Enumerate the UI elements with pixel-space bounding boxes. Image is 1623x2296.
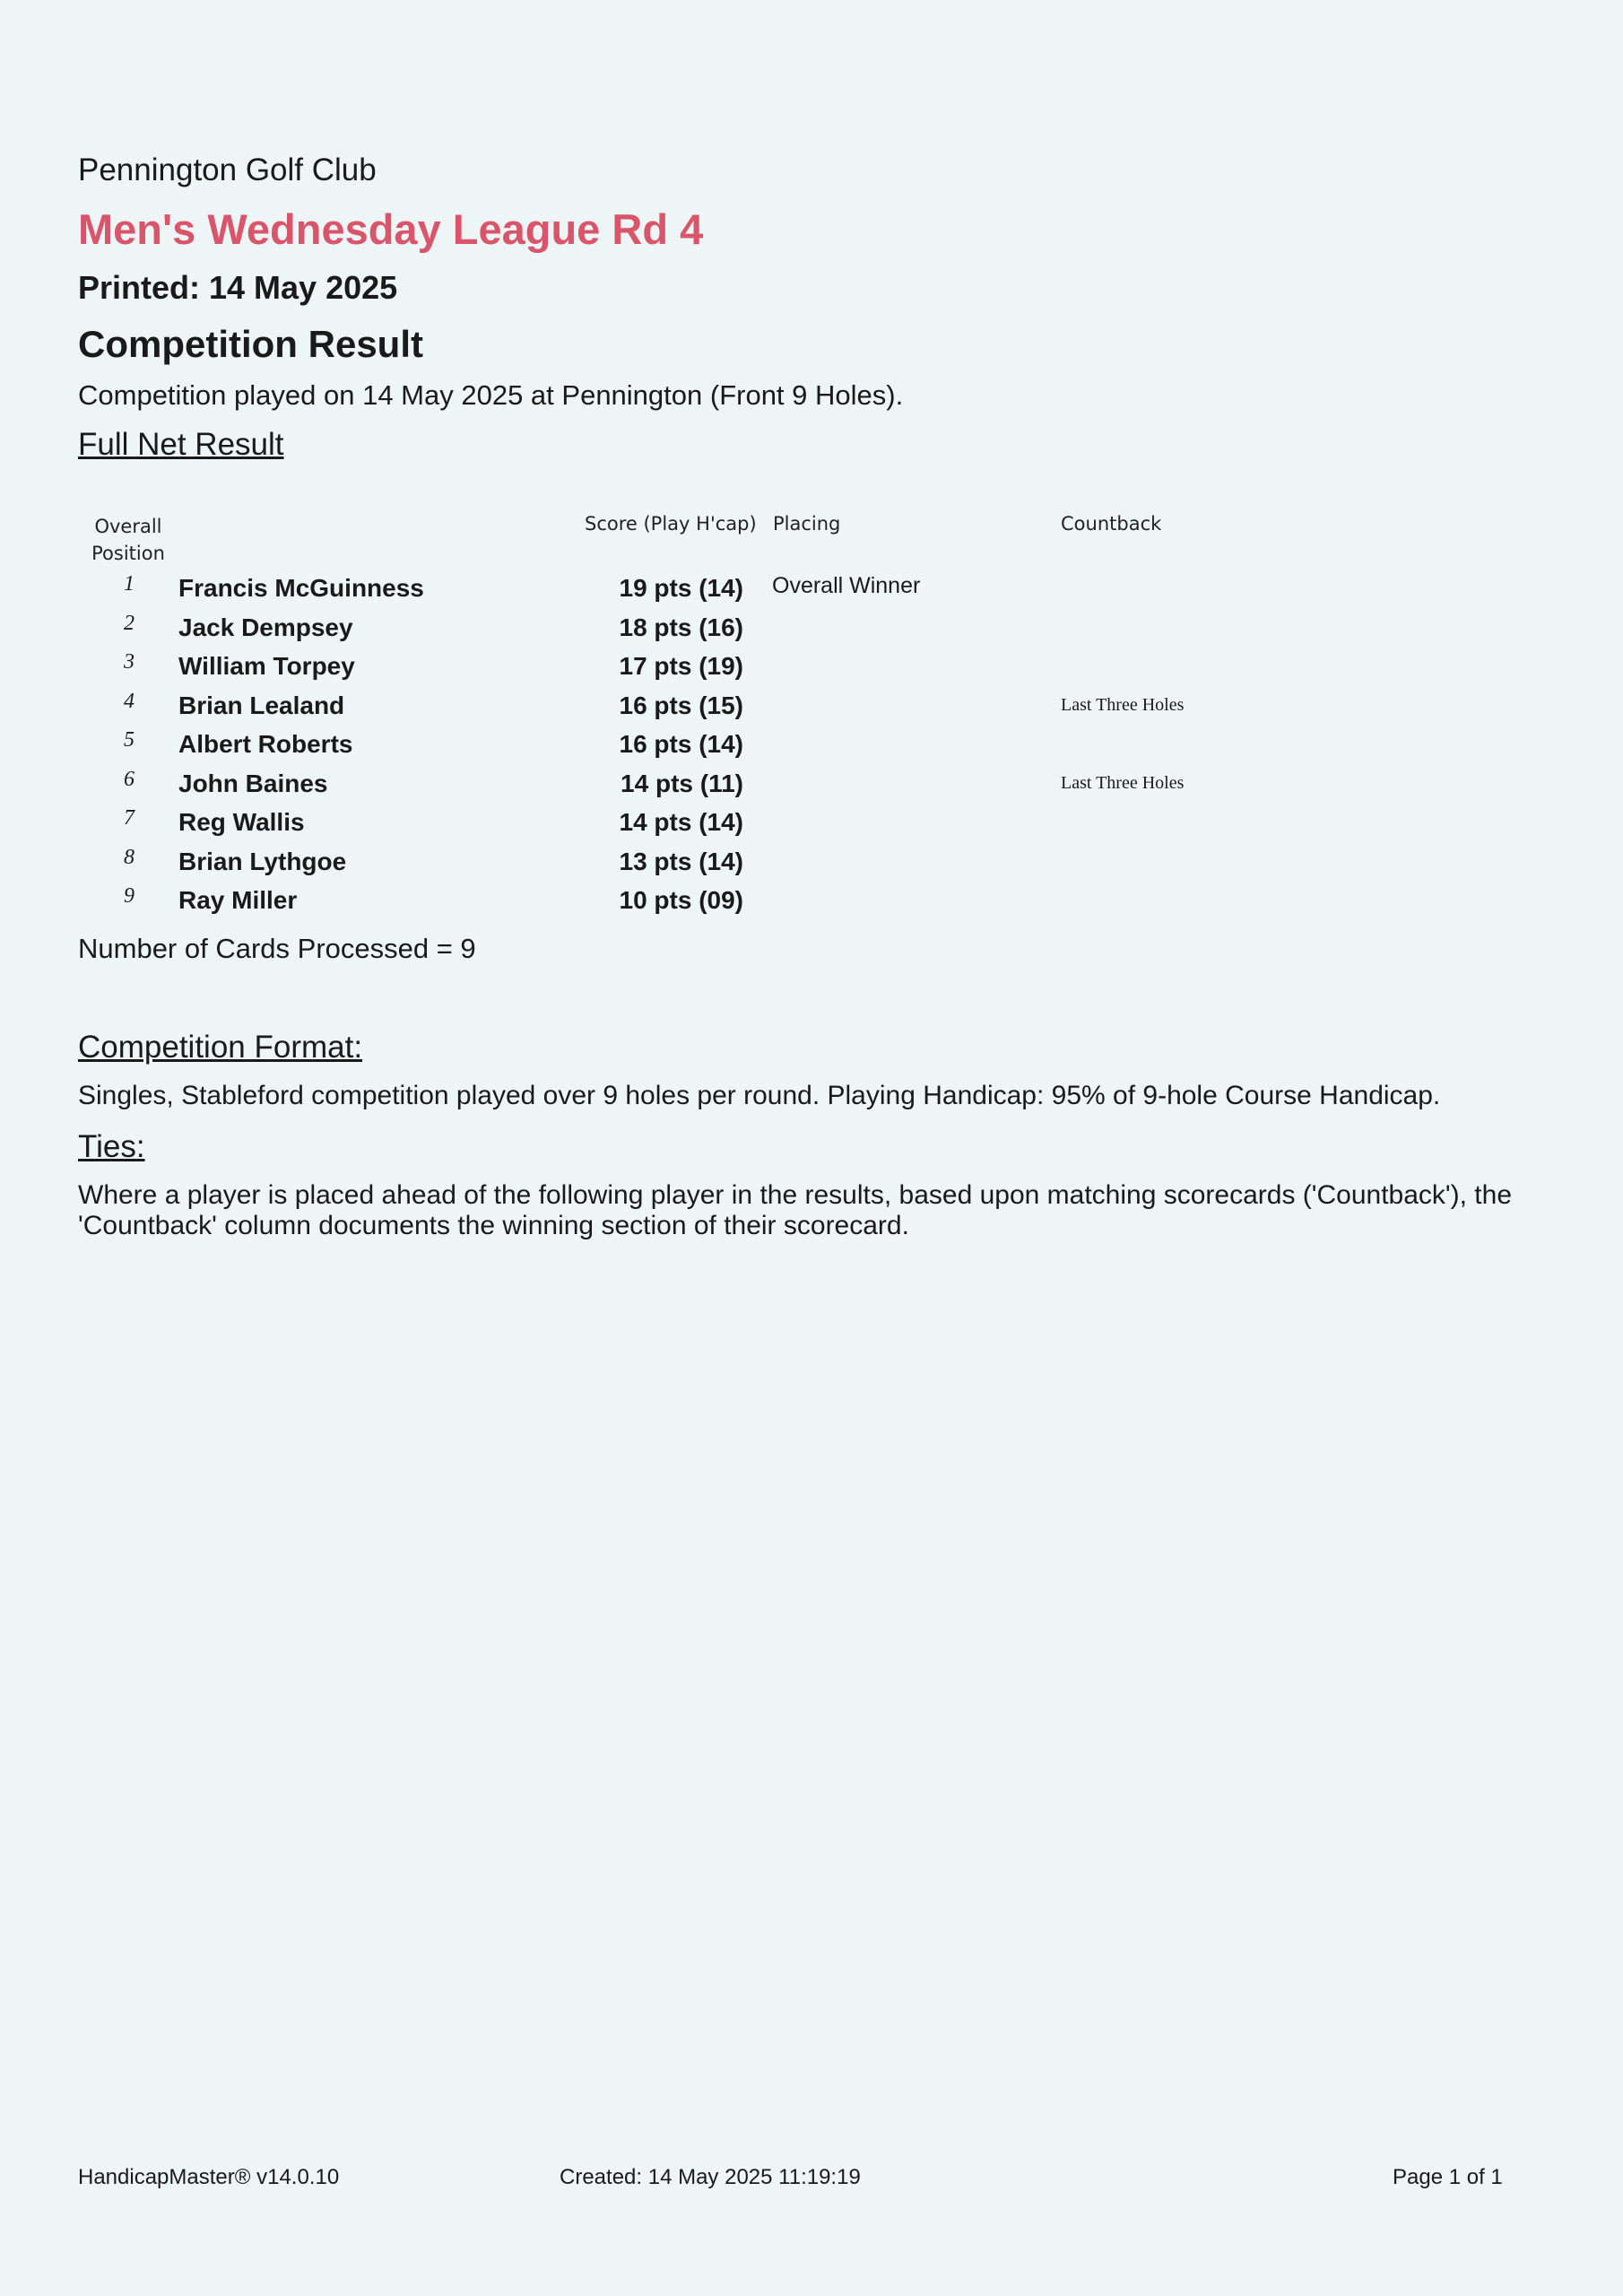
competition-title: Men's Wednesday League Rd 4 [78,205,704,253]
player-name: Jack Dempsey [178,613,353,641]
column-header-score: Score (Play H'cap) [585,513,757,535]
table-row [0,608,1623,648]
player-countback: Last Three Holes [1061,772,1185,793]
row-position: 3 [124,650,135,674]
footer-software: HandicapMaster® v14.0.10 [78,2165,340,2189]
player-countback: Last Three Holes [1061,694,1185,715]
player-name: John Baines [178,769,328,797]
player-placing: Overall Winner [772,573,921,598]
column-header-placing: Placing [773,513,841,535]
table-row [0,569,1623,608]
row-position: 5 [124,728,135,752]
player-name: William Torpey [178,652,355,680]
row-position: 8 [124,845,135,869]
column-header-countback: Countback [1061,513,1162,535]
table-row [0,764,1623,804]
row-position: 4 [124,689,135,713]
ties-text: Where a player is placed ahead of the following player in the results, based upon matching scorecards ('Countback'), the 'Countback' column documents the winning section of their scorecard. [78,1180,1513,1240]
table-row [0,686,1623,726]
footer-page: Page 1 of 1 [1393,2165,1503,2189]
player-score: 17 pts (19) [619,652,743,680]
player-name: Albert Roberts [178,730,353,758]
column-header-position: Overall Position [91,516,165,564]
player-score: 14 pts (14) [619,808,743,836]
player-name: Reg Wallis [178,808,305,836]
row-position: 1 [124,572,135,596]
table-row [0,725,1623,764]
player-name: Brian Lealand [178,691,345,719]
player-name: Ray Miller [178,886,298,914]
player-score: 14 pts (11) [621,769,743,797]
played-line: Competition played on 14 May 2025 at Pennington (Front 9 Holes). [78,379,904,411]
format-text: Singles, Stableford competition played over 9 holes per round. Playing Handicap: 95% of 9-hole Course Handicap. [78,1081,1441,1110]
printed-date: Printed: 14 May 2025 [78,269,398,306]
table-row [0,881,1623,920]
row-position: 2 [124,611,135,635]
player-score: 18 pts (16) [619,613,743,641]
results-table [0,569,1623,920]
format-heading: Competition Format: [78,1030,363,1065]
player-score: 16 pts (14) [619,730,743,758]
player-score: 19 pts (14) [619,574,743,602]
ties-heading: Ties: [78,1129,145,1164]
row-position: 6 [124,767,135,791]
cards-processed: Number of Cards Processed = 9 [78,933,476,964]
player-score: 13 pts (14) [619,847,743,875]
table-row [0,803,1623,842]
section-title: Full Net Result [78,427,284,462]
footer-created: Created: 14 May 2025 11:19:19 [560,2165,861,2189]
club-name: Pennington Golf Club [78,152,377,187]
table-row [0,647,1623,686]
player-score: 16 pts (15) [619,691,743,719]
table-row [0,842,1623,882]
result-heading: Competition Result [78,323,423,365]
player-name: Francis McGuinness [178,574,424,602]
row-position: 9 [124,884,135,908]
player-name: Brian Lythgoe [178,847,347,875]
row-position: 7 [124,806,135,830]
player-score: 10 pts (09) [619,886,743,914]
